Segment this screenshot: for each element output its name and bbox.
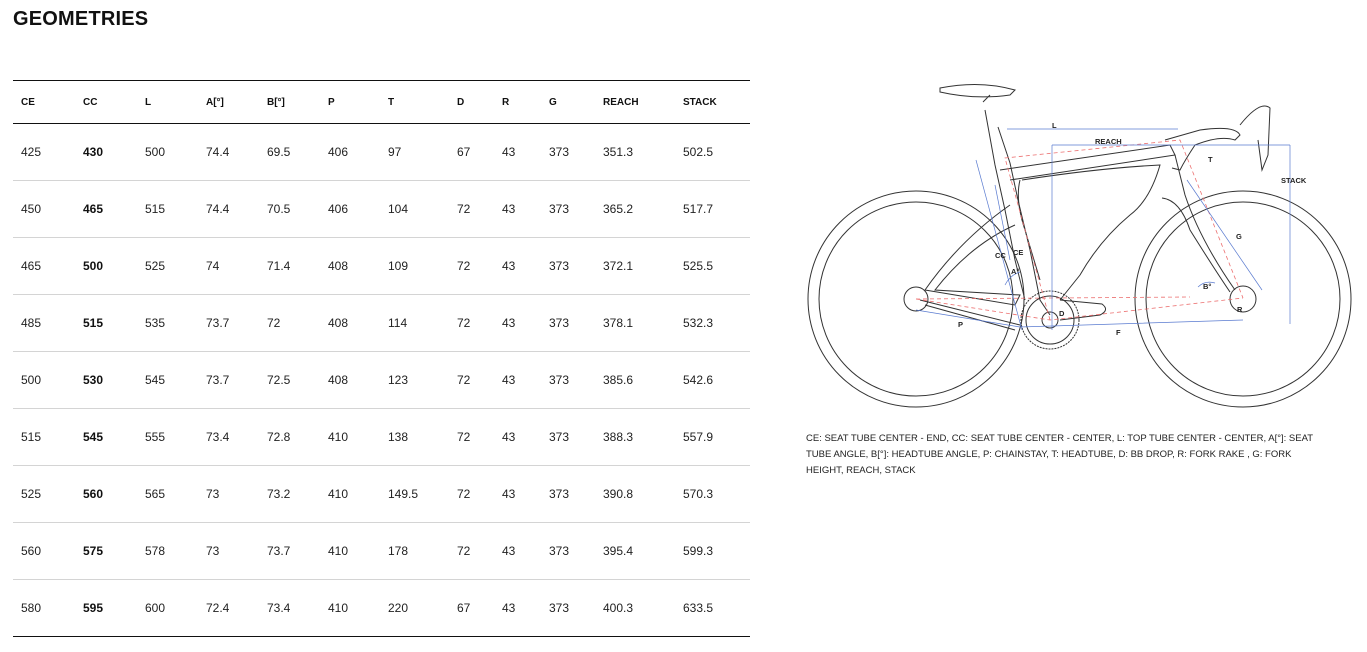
table-cell: 43: [502, 544, 516, 558]
column-header-t: T: [388, 96, 395, 108]
table-cell: 73.7: [267, 544, 291, 558]
column-header-stack: STACK: [683, 96, 717, 108]
table-cell: 73.4: [206, 430, 230, 444]
table-cell: 408: [328, 316, 349, 330]
column-header-cc: CC: [83, 96, 98, 108]
table-cell: 43: [502, 316, 516, 330]
table-cell: 525.5: [683, 259, 714, 273]
table-cell: 500: [83, 259, 104, 273]
label-r: R: [1237, 305, 1243, 314]
table-cell: 555: [145, 430, 166, 444]
label-l: L: [1052, 121, 1057, 130]
table-cell: 633.5: [683, 601, 714, 615]
table-cell: 178: [388, 544, 409, 558]
front-wheel: [1135, 191, 1351, 407]
table-cell: 500: [21, 373, 42, 387]
table-cell: 373: [549, 430, 570, 444]
table-cell: 72.4: [206, 601, 230, 615]
table-cell: 485: [21, 316, 42, 330]
table-cell: 72: [457, 430, 471, 444]
table-cell: 365.2: [603, 202, 634, 216]
column-header-g: G: [549, 96, 557, 108]
table-cell: 149.5: [388, 487, 419, 501]
table-cell: 43: [502, 145, 516, 159]
table-cell: 109: [388, 259, 409, 273]
table-cell: 373: [549, 259, 570, 273]
table-cell: 73.7: [206, 373, 230, 387]
label-reach: REACH: [1095, 137, 1122, 146]
table-cell: 406: [328, 145, 349, 159]
label-f: F: [1116, 328, 1121, 337]
label-a: A°: [1011, 267, 1020, 276]
table-cell: 515: [21, 430, 42, 444]
table-cell: 545: [145, 373, 166, 387]
table-cell: 575: [83, 544, 104, 558]
table-cell: 373: [549, 544, 570, 558]
table-cell: 72.5: [267, 373, 291, 387]
geometry-lines-blue: [916, 129, 1290, 330]
table-cell: 542.6: [683, 373, 714, 387]
table-cell: 43: [502, 487, 516, 501]
table-cell: 220: [388, 601, 409, 615]
table-cell: 71.4: [267, 259, 291, 273]
table-cell: 565: [145, 487, 166, 501]
table-cell: 525: [145, 259, 166, 273]
table-cell: 373: [549, 601, 570, 615]
table-cell: 373: [549, 487, 570, 501]
table-cell: 535: [145, 316, 166, 330]
label-t: T: [1208, 155, 1213, 164]
table-cell: 410: [328, 544, 349, 558]
table-cell: 72: [457, 259, 471, 273]
column-header-ce: CE: [21, 96, 35, 108]
table-cell: 43: [502, 373, 516, 387]
table-cell: 410: [328, 487, 349, 501]
table-cell: 73: [206, 487, 220, 501]
table-cell: 372.1: [603, 259, 634, 273]
geometry-lines-red: [916, 140, 1243, 320]
table-cell: 138: [388, 430, 409, 444]
table-cell: 545: [83, 430, 104, 444]
table-cell: 373: [549, 373, 570, 387]
column-header-a: A[°]: [206, 96, 224, 108]
table-cell: 72.8: [267, 430, 291, 444]
table-cell: 378.1: [603, 316, 634, 330]
table-cell: 373: [549, 202, 570, 216]
column-header-d: D: [457, 96, 465, 108]
table-cell: 517.7: [683, 202, 714, 216]
label-p: P: [958, 320, 964, 329]
table-cell: 465: [21, 259, 42, 273]
table-cell: 114: [388, 316, 408, 330]
table-cell: 406: [328, 202, 349, 216]
label-stack: STACK: [1281, 176, 1307, 185]
table-cell: 595: [83, 601, 104, 615]
table-cell: 72: [457, 544, 471, 558]
table-cell: 97: [388, 145, 402, 159]
column-header-reach: REACH: [603, 96, 639, 108]
table-cell: 599.3: [683, 544, 714, 558]
table-cell: 560: [83, 487, 104, 501]
table-cell: 500: [145, 145, 166, 159]
table-cell: 530: [83, 373, 104, 387]
geometry-legend: CE: SEAT TUBE CENTER - END, CC: SEAT TUBE CENTER - CENTER, L: TOP TUBE CENTER - CENTER, A[°]: SEAT TUBE ANGLE, B[°]: HEADTUBE ANGLE, P: CHAINSTAY, T: HEADTUBE, D: BB DROP, R: FORK RAKE , G: FORK HEIGHT, REACH, STACK: [806, 433, 1313, 476]
table-cell: 70.5: [267, 202, 291, 216]
table-cell: 73.2: [267, 487, 291, 501]
table-cell: 532.3: [683, 316, 714, 330]
table-cell: 351.3: [603, 145, 634, 159]
table-cell: 390.8: [603, 487, 634, 501]
table-cell: 600: [145, 601, 166, 615]
table-cell: 515: [83, 316, 104, 330]
label-ce: CE: [1013, 248, 1024, 257]
table-cell: 430: [83, 145, 104, 159]
label-d: D: [1059, 309, 1065, 318]
table-cell: 557.9: [683, 430, 714, 444]
table-cell: 408: [328, 259, 349, 273]
table-cell: 425: [21, 145, 42, 159]
page-title: GEOMETRIES: [13, 8, 149, 30]
table-cell: 123: [388, 373, 409, 387]
table-cell: 72: [457, 487, 471, 501]
table-cell: 73: [206, 544, 220, 558]
table-cell: 570.3: [683, 487, 714, 501]
table-cell: 373: [549, 145, 570, 159]
table-cell: 74: [206, 259, 220, 273]
table-cell: 73.7: [206, 316, 230, 330]
table-cell: 74.4: [206, 202, 230, 216]
table-cell: 43: [502, 430, 516, 444]
table-cell: 580: [21, 601, 42, 615]
table-cell: 408: [328, 373, 349, 387]
table-cell: 502.5: [683, 145, 714, 159]
table-cell: 388.3: [603, 430, 634, 444]
column-header-b: B[°]: [267, 96, 285, 108]
label-g: G: [1236, 232, 1242, 241]
column-header-r: R: [502, 96, 510, 108]
table-cell: 465: [83, 202, 104, 216]
table-cell: 72: [457, 316, 471, 330]
table-cell: 72: [457, 202, 471, 216]
table-cell: 73.4: [267, 601, 291, 615]
label-b: B°: [1203, 282, 1212, 291]
table-cell: 43: [502, 601, 516, 615]
table-cell: 395.4: [603, 544, 634, 558]
table-cell: 450: [21, 202, 42, 216]
column-header-p: P: [328, 96, 335, 108]
table-cell: 72: [267, 316, 281, 330]
table-cell: 385.6: [603, 373, 634, 387]
table-cell: 72: [457, 373, 471, 387]
table-cell: 578: [145, 544, 166, 558]
label-cc: CC: [995, 251, 1006, 260]
table-cell: 67: [457, 145, 471, 159]
table-cell: 67: [457, 601, 471, 615]
table-cell: 410: [328, 601, 349, 615]
table-cell: 400.3: [603, 601, 634, 615]
table-cell: 515: [145, 202, 166, 216]
table-cell: 69.5: [267, 145, 291, 159]
table-cell: 525: [21, 487, 42, 501]
table-cell: 43: [502, 259, 516, 273]
table-cell: 410: [328, 430, 349, 444]
table-cell: 43: [502, 202, 516, 216]
column-header-l: L: [145, 96, 152, 108]
table-cell: 560: [21, 544, 42, 558]
table-cell: 104: [388, 202, 409, 216]
table-cell: 373: [549, 316, 570, 330]
table-cell: 74.4: [206, 145, 230, 159]
